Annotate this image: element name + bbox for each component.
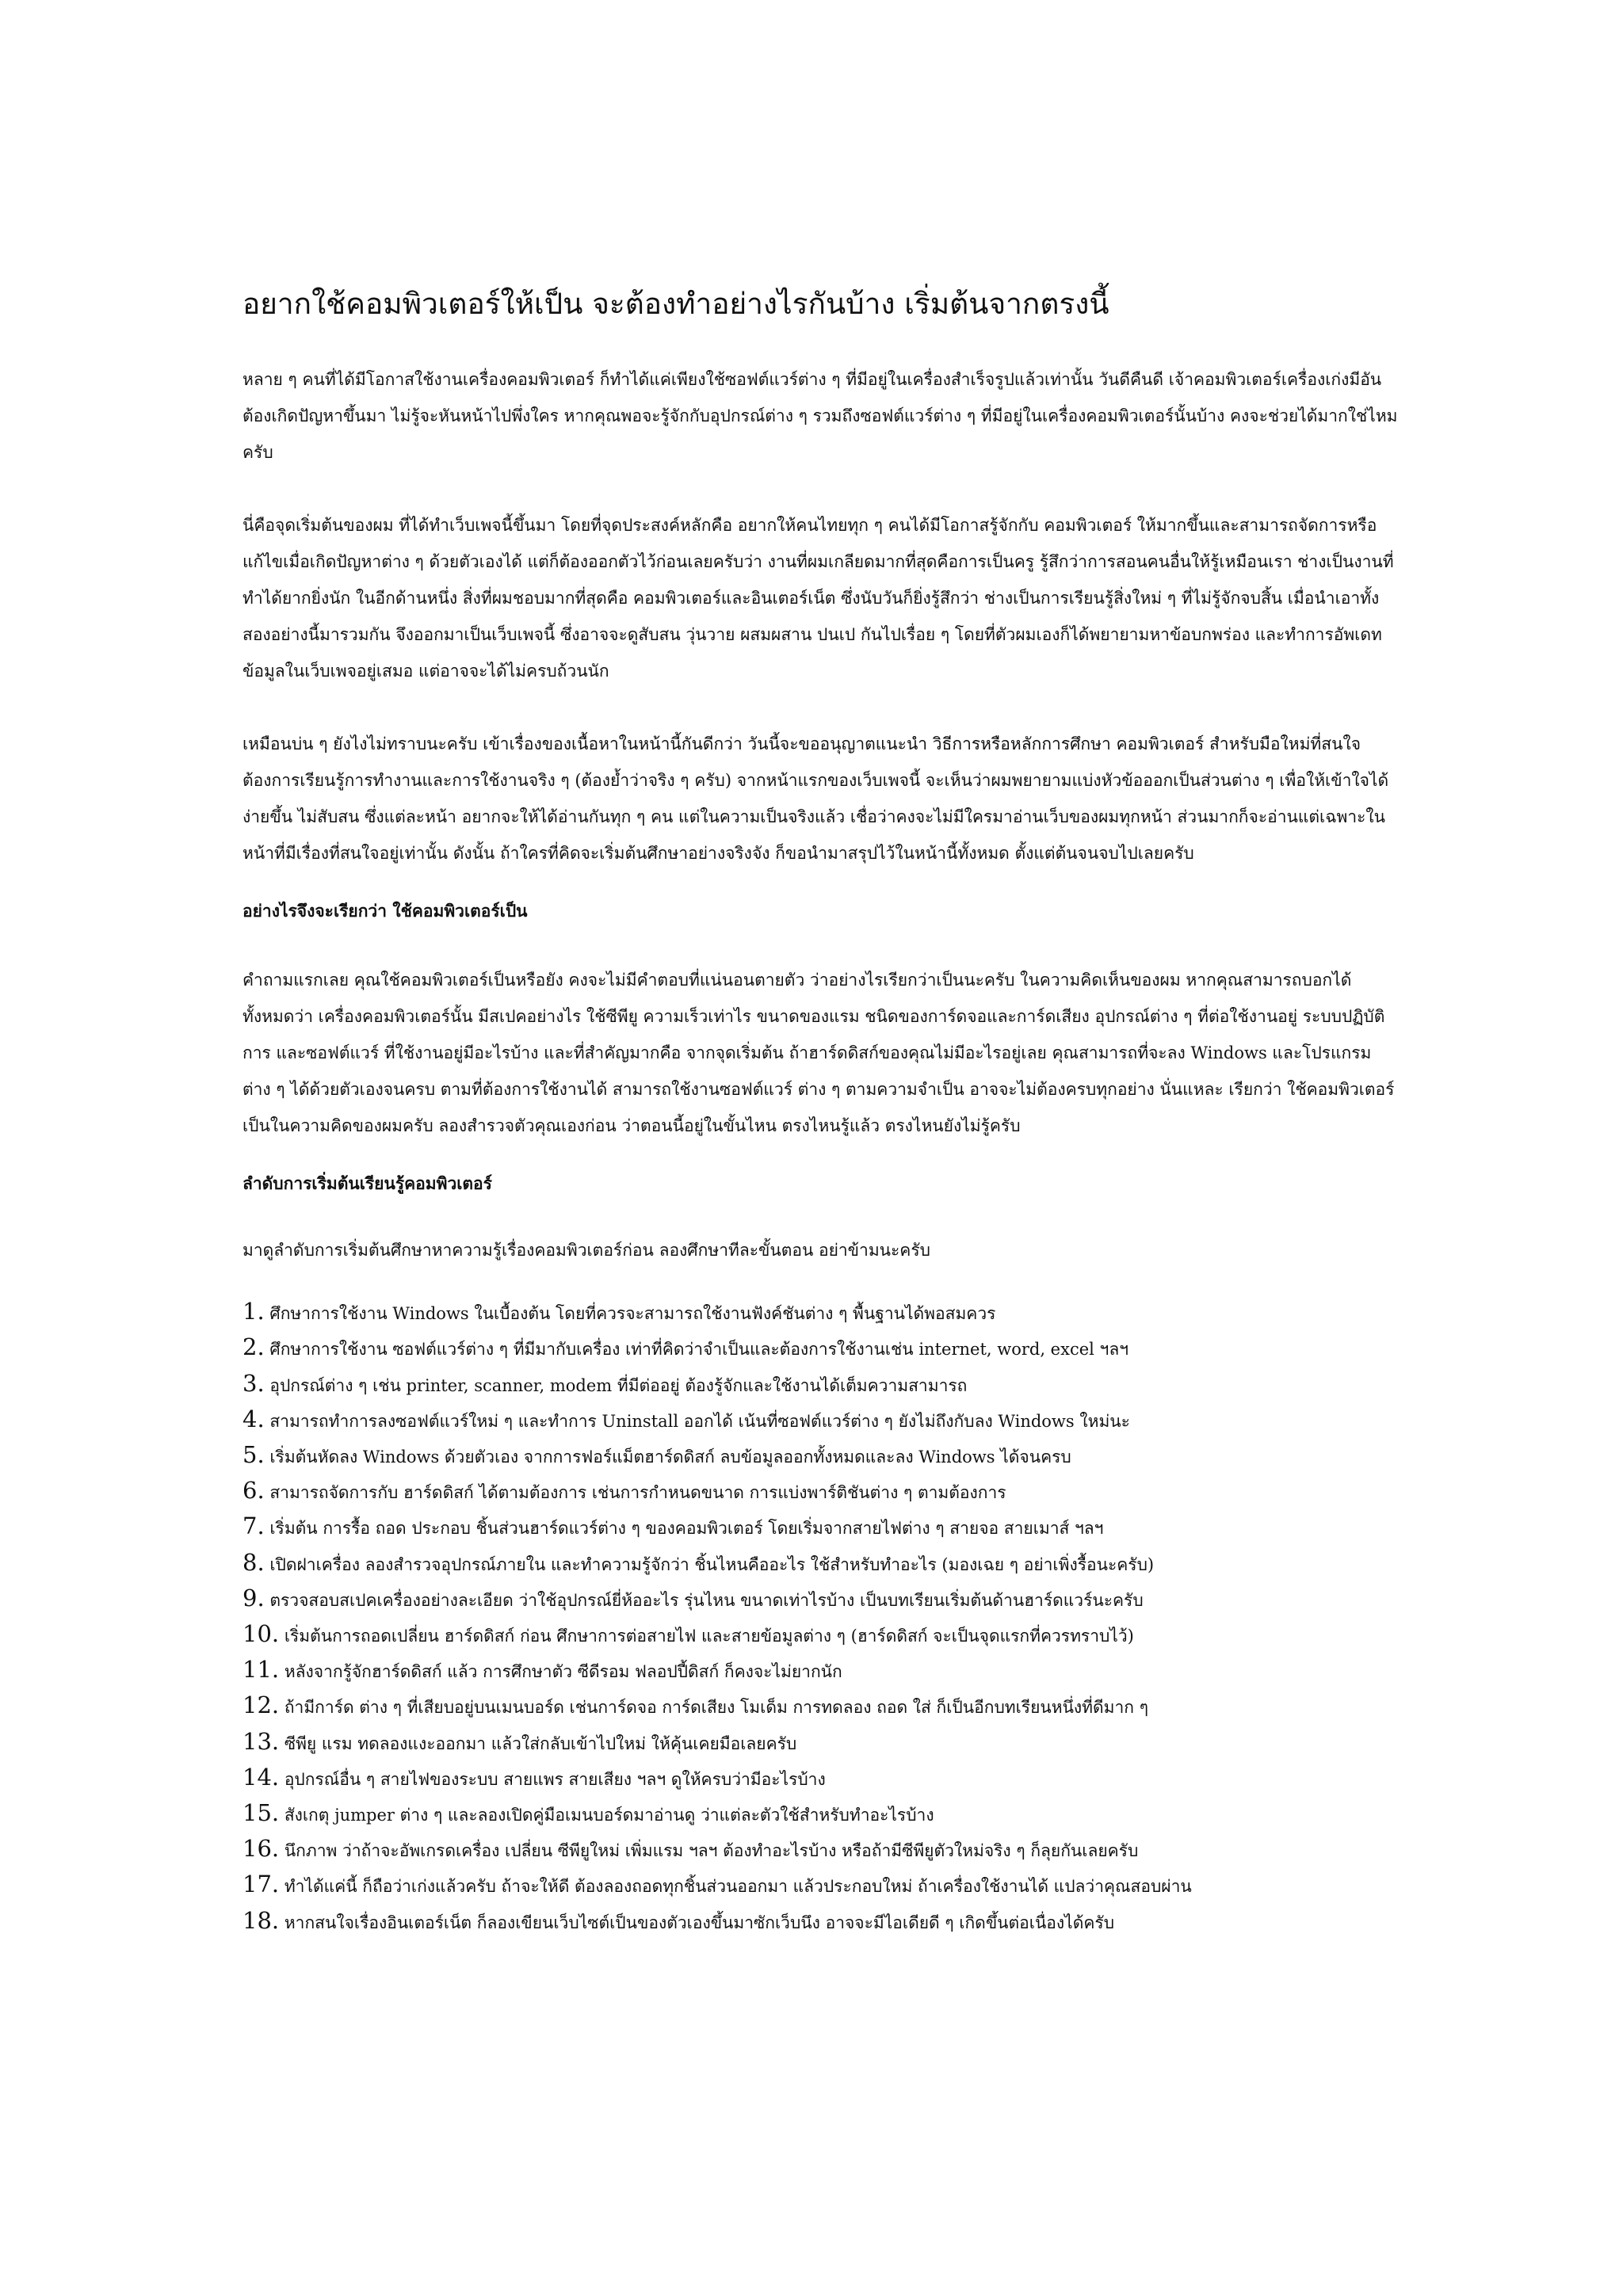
step-number: 11.	[242, 1656, 280, 1684]
step-text: ศึกษาการใช้งาน Windows ในเบื้องต้น โดยที่ควรจะสามารถใช้งานฟังค์ชันต่าง ๆ พื้นฐานได้พอสมควร	[269, 1304, 996, 1324]
step-number: 2.	[242, 1333, 265, 1361]
section-heading-using-computer: อย่างไรจึงจะเรียกว่า ใช้คอมพิวเตอร์เป็น	[242, 901, 528, 921]
step-number: 10.	[242, 1619, 280, 1647]
list-item	[242, 1725, 1400, 1760]
list-item	[242, 1796, 1400, 1832]
step-number: 7.	[242, 1512, 265, 1540]
step-text: อุปกรณ์ต่าง ๆ เช่น printer, scanner, modem ที่มีต่ออยู่ ต้องรู้จักและใช้งานได้เต็มความสามารถ	[269, 1375, 968, 1395]
step-number: 8.	[242, 1548, 265, 1576]
step-text: สังเกตุ jumper ต่าง ๆ และลองเปิดคู่มือเมนบอร์ดมาอ่านดู ว่าแต่ละตัวใช้สำหรับทำอะไรบ้าง	[284, 1805, 934, 1825]
step-text: หลังจากรู้จักฮาร์ดดิสก์ แล้ว การศึกษาตัว ซีดีรอม ฟลอปปี้ดิสก์ ก็คงจะไม่ยากนัก	[284, 1662, 842, 1682]
list-item	[242, 1688, 1400, 1724]
step-text: ตรวจสอบสเปคเครื่องอย่างละเอียด ว่าใช้อุปกรณ์ยี่ห้ออะไร รุ่นไหน ขนาดเท่าไรบ้าง เป็นบทเรียนเริ่มต้นด้านฮาร์ดแวร์นะครับ	[269, 1590, 1144, 1610]
step-text: ถ้ามีการ์ด ต่าง ๆ ที่เสียบอยู่บนเมนบอร์ด เช่นการ์ดจอ การ์ดเสียง โมเด็ม การทดลอง ถอด ใส่ ก็เป็นอีกบทเรียนหนึ่งที่ดีมาก ๆ	[284, 1698, 1148, 1718]
step-number: 6.	[242, 1477, 265, 1505]
list-item	[242, 1581, 1400, 1617]
list-item	[242, 1474, 1400, 1509]
list-item	[242, 1402, 1400, 1438]
step-number: 15.	[242, 1798, 280, 1826]
list-item	[242, 1330, 1400, 1366]
section-heading-learning-order: ลำดับการเริ่มต้นเรียนรู้คอมพิวเตอร์	[242, 1173, 492, 1194]
step-text: เริ่มต้นหัดลง Windows ด้วยตัวเอง จากการฟอร์แม็ตฮาร์ดดิสก์ ลบข้อมูลออกทั้งหมดและลง Windows ได้จนครบ	[269, 1447, 1071, 1466]
intro-paragraph-3: เหมือนบ่น ๆ ยังไงไม่ทราบนะครับ เข้าเรื่องของเนื้อหาในหน้านี้กันดีกว่า วันนี้จะขออนุญาตแนะนำ วิธีการหรือหลักการศึกษา คอมพิวเตอร์ สำหรับมือใหม่ที่สนใจต้องการเรียนรู้การทำงานและการใช้งานจริง ๆ (ต้องย้ำว่าจริง ๆ ครับ) จากหน้าแรกของเว็บเพจนี้ จะเห็นว่าผมพยายามแบ่งหัวข้อออกเป็นส่วนต่าง ๆ เพื่อให้เข้าใจได้ง่ายขึ้น ไม่สับสน ซึ่งแต่ละหน้า อยากจะให้ได้อ่านกันทุก ๆ คน แต่ในความเป็นจริงแล้ว เชื่อว่าคงจะไม่มีใครมาอ่านเว็บของผมทุกหน้า ส่วนมากก็จะอ่านแต่เฉพาะในหน้าที่มีเรื่องที่สนใจอยู่เท่านั้น ดังนั้น ถ้าใครที่คิดจะเริ่มต้นศึกษาอย่างจริงจัง ก็ขอนำมาสรุปไว้ในหน้านี้ทั้งหมด ตั้งแต่ต้นจนจบไปเลยครับ	[242, 734, 1389, 864]
step-number: 18.	[242, 1906, 280, 1934]
document-page	[242, 285, 1400, 1939]
learning-steps-list	[242, 1295, 1400, 1939]
step-text: ศึกษาการใช้งาน ซอฟต์แวร์ต่าง ๆ ที่มีมากับเครื่อง เท่าที่คิดว่าจำเป็นและต้องการใช้งานเช่น internet, word, excel ฯลฯ	[269, 1340, 1128, 1360]
intro-paragraph-1: หลาย ๆ คนที่ได้มีโอกาสใช้งานเครื่องคอมพิวเตอร์ ก็ทำได้แค่เพียงใช้ซอฟต์แวร์ต่าง ๆ ที่มีอยู่ในเครื่องสำเร็จรูปแล้วเท่านั้น วันดีคืนดี เจ้าคอมพิวเตอร์เครื่องเก่งมีอันต้องเกิดปัญหาขึ้นมา ไม่รู้จะหันหน้าไปพึ่งใคร หากคุณพอจะรู้จักกับอุปกรณ์ต่าง ๆ รวมถึงซอฟต์แวร์ต่าง ๆ ที่มีอยู่ในเครื่องคอมพิวเตอร์นั้นบ้าง คงจะช่วยได้มากใช่ไหมครับ	[242, 370, 1398, 463]
step-text: เริ่มต้น การรื้อ ถอด ประกอบ ชิ้นส่วนฮาร์ดแวร์ต่าง ๆ ของคอมพิวเตอร์ โดยเริ่มจากสายไฟต่าง ๆ สายจอ สายเมาส์ ฯลฯ	[269, 1519, 1104, 1539]
step-text: สามารถจัดการกับ ฮาร์ดดิสก์ ได้ตามต้องการ เช่นการกำหนดขนาด การแบ่งพาร์ติชันต่าง ๆ ตามต้องการ	[269, 1483, 1006, 1503]
step-number: 3.	[242, 1369, 265, 1397]
intro-paragraph-2: นี่คือจุดเริ่มต้นของผม ที่ได้ทำเว็บเพจนี้ขึ้นมา โดยที่จุดประสงค์หลักคือ อยากให้คนไทยทุก ๆ คนได้มีโอกาสรู้จักกับ คอมพิวเตอร์ ให้มากขึ้นและสามารถจัดการหรือแก้ไขเมื่อเกิดปัญหาต่าง ๆ ด้วยตัวเองได้ แต่ก็ต้องออกตัวไว้ก่อนเลยครับว่า งานที่ผมเกลียดมากที่สุดคือการเป็นครู รู้สึกว่าการสอนคนอื่นให้รู้เหมือนเรา ช่างเป็นงานที่ทำได้ยากยิ่งนัก ในอีกด้านหนึ่ง สิ่งที่ผมชอบมากที่สุดคือ คอมพิวเตอร์และอินเตอร์เน็ต ซึ่งนับวันก็ยิ่งรู้สึกว่า ช่างเป็นการเรียนรู้สิ่งใหม่ ๆ ที่ไม่รู้จักจบสิ้น เมื่อนำเอาทั้งสองอย่างนี้มารวมกัน จึงออกมาเป็นเว็บเพจนี้ ซึ่งอาจจะดูสับสน วุ่นวาย ผสมผสาน ปนเป กันไปเรื่อย ๆ โดยที่ตัวผมเองก็ได้พยายามหาข้อบกพร่อง และทำการอัพเดทข้อมูลในเว็บเพจอยู่เสมอ แต่อาจจะได้ไม่ครบถ้วนนัก	[242, 516, 1394, 681]
step-text: ทำได้แค่นี้ ก็ถือว่าเก่งแล้วครับ ถ้าจะให้ดี ต้องลองถอดทุกชิ้นส่วนออกมา แล้วประกอบใหม่ ถ้าเครื่องใช้งานได้ แปลว่าคุณสอบผ่าน	[284, 1877, 1192, 1897]
step-number: 5.	[242, 1440, 265, 1468]
list-item	[242, 1867, 1400, 1903]
step-text: เริ่มต้นการถอดเปลี่ยน ฮาร์ดดิสก์ ก่อน ศึกษาการต่อสายไฟ และสายข้อมูลต่าง ๆ (ฮาร์ดดิสก์ จะเป็นจุดแรกที่ควรทราบไว้)	[284, 1626, 1134, 1646]
list-item	[242, 1438, 1400, 1474]
step-text: ซีพียู แรม ทดลองแงะออกมา แล้วใส่กลับเข้าไปใหม่ ให้คุ้นเคยมือเลยครับ	[284, 1733, 797, 1753]
list-item	[242, 1295, 1400, 1330]
list-item	[242, 1832, 1400, 1867]
list-item	[242, 1617, 1400, 1653]
list-item	[242, 1760, 1400, 1796]
step-number: 13.	[242, 1727, 280, 1755]
step-number: 4.	[242, 1405, 265, 1432]
list-item	[242, 1546, 1400, 1581]
page-title: อยากใช้คอมพิวเตอร์ให้เป็น จะต้องทำอย่างไรกันบ้าง เริ่มต้นจากตรงนี้	[242, 287, 1109, 321]
step-number: 17.	[242, 1871, 280, 1898]
step-text: สามารถทำการลงซอฟต์แวร์ใหม่ ๆ และทำการ Uninstall ออกได้ เน้นที่ซอฟต์แวร์ต่าง ๆ ยังไม่ถึงกับลง Windows ใหม่นะ	[269, 1411, 1130, 1431]
step-text: นึกภาพ ว่าถ้าจะอัพเกรดเครื่อง เปลี่ยน ซีพียูใหม่ เพิ่มแรม ฯลฯ ต้องทำอะไรบ้าง หรือถ้ามีซีพียูตัวใหม่จริง ๆ ก็ลุยกันเลยครับ	[284, 1841, 1139, 1861]
list-item	[242, 1509, 1400, 1545]
step-number: 1.	[242, 1298, 265, 1325]
list-item	[242, 1653, 1400, 1688]
step-number: 16.	[242, 1835, 280, 1863]
step-text: อุปกรณ์อื่น ๆ สายไฟของระบบ สายแพร สายเสียง ฯลฯ ดูให้ครบว่ามีอะไรบ้าง	[284, 1769, 826, 1789]
section-body-using-computer: คำถามแรกเลย คุณใช้คอมพิวเตอร์เป็นหรือยัง คงจะไม่มีคำตอบที่แน่นอนตายตัว ว่าอย่างไรเรียกว่าเป็นนะครับ ในความคิดเห็นของผม หากคุณสามารถบอกได้ทั้งหมดว่า เครื่องคอมพิวเตอร์นั้น มีสเปคอย่างไร ใช้ซีพียู ความเร็วเท่าไร ขนาดของแรม ชนิดของการ์ดจอและการ์ดเสียง อุปกรณ์ต่าง ๆ ที่ต่อใช้งานอยู่ ระบบปฏิบัติการ และซอฟต์แวร์ ที่ใช้งานอยู่มีอะไรบ้าง และที่สำคัญมากคือ จากจุดเริ่มต้น ถ้าฮาร์ดดิสก์ของคุณไม่มีอะไรอยู่เลย คุณสามารถที่จะลง Windows และโปรแกรมต่าง ๆ ได้ด้วยตัวเองจนครบ ตามที่ต้องการใช้งานได้ สามารถใช้งานซอฟต์แวร์ ต่าง ๆ ตามความจำเป็น อาจจะไม่ต้องครบทุกอย่าง นั่นแหละ เรียกว่า ใช้คอมพิวเตอร์เป็นในความคิดของผมครับ ลองสำรวจตัวคุณเองก่อน ว่าตอนนี้อยู่ในขั้นไหน ตรงไหนรู้แล้ว ตรงไหนยังไม่รู้ครับ	[242, 971, 1395, 1136]
list-item	[242, 1367, 1400, 1402]
step-number: 12.	[242, 1691, 280, 1719]
step-number: 9.	[242, 1584, 265, 1611]
list-item	[242, 1904, 1400, 1939]
learning-order-intro: มาดูลำดับการเริ่มต้นศึกษาหาความรู้เรื่องคอมพิวเตอร์ก่อน ลองศึกษาทีละขั้นตอน อย่าข้ามนะครับ	[242, 1241, 930, 1261]
step-number: 14.	[242, 1763, 280, 1791]
step-text: หากสนใจเรื่องอินเตอร์เน็ต ก็ลองเขียนเว็บไซต์เป็นของตัวเองขึ้นมาซักเว็บนึง อาจจะมีไอเดียดี ๆ เกิดขึ้นต่อเนื่องได้ครับ	[284, 1913, 1115, 1932]
step-text: เปิดฝาเครื่อง ลองสำรวจอุปกรณ์ภายใน และทำความรู้จักว่า ชิ้นไหนคืออะไร ใช้สำหรับทำอะไร (มองเฉย ๆ อย่าเพิ่งรื้อนะครับ)	[269, 1554, 1155, 1574]
